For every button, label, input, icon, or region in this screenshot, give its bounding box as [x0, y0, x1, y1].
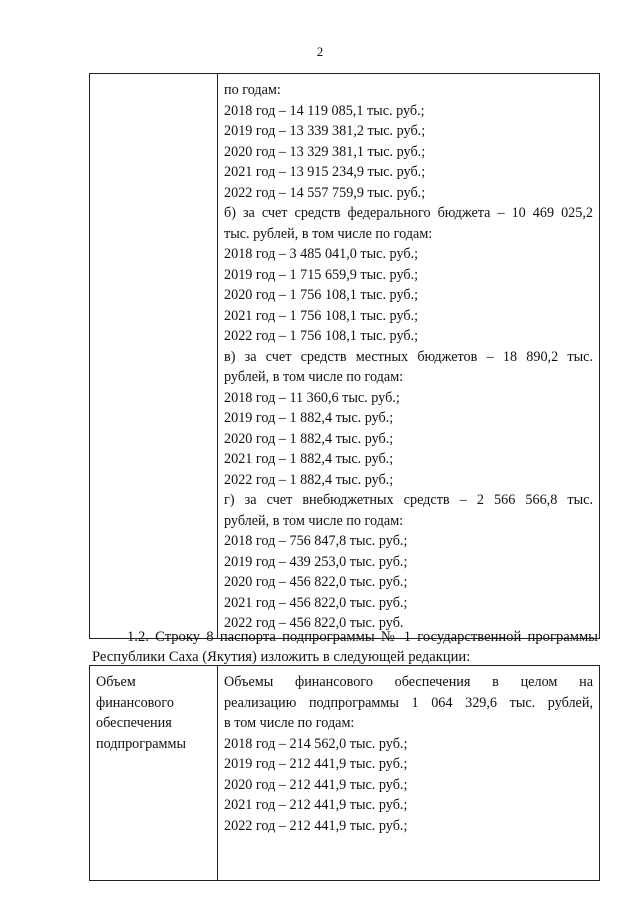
text-line: 2018 год – 214 562,0 тыс. руб.;: [224, 735, 408, 752]
text-line: реализацию подпрограммы 1 064 329,6 тыс. рублей,: [224, 694, 593, 711]
text-line: рублей, в том числе по годам:: [224, 512, 404, 529]
text-line: 2022 год – 14 557 759,9 тыс. руб.;: [224, 184, 426, 201]
text-line: 2019 год – 1 882,4 тыс. руб.;: [224, 410, 394, 426]
text-line: 2019 год – 439 253,0 тыс. руб.;: [224, 553, 408, 570]
label-line: финансового: [96, 694, 174, 711]
text-line: 2020 год – 456 822,0 тыс. руб.;: [224, 574, 408, 590]
text-line: в том числе по годам:: [224, 715, 355, 731]
text-line: в) за счет средств местных бюджетов – 18 890,2 тыс.: [224, 348, 593, 365]
text-line: 2020 год – 212 441,9 тыс. руб.;: [224, 776, 408, 793]
text-line: 2021 год – 13 915 234,9 тыс. руб.;: [224, 164, 426, 180]
text-line: 2018 год – 756 847,8 тыс. руб.;: [224, 533, 408, 549]
label-cell-empty: [90, 74, 218, 639]
text-line: б) за счет средств федерального бюджета – 10 469 025,2: [224, 205, 593, 221]
text-line: 2020 год – 1 756 108,1 тыс. руб.;: [224, 287, 419, 303]
text-line: 2018 год – 3 485 041,0 тыс. руб.;: [224, 246, 419, 262]
paragraph-line: 1.2. Строку 8 паспорта подпрограммы № 1 государственной программы: [127, 629, 598, 645]
text-line: 2021 год – 1 756 108,1 тыс. руб.;: [224, 307, 419, 324]
text-line: 2022 год – 1 882,4 тыс. руб.;: [224, 471, 394, 488]
page-number: 2: [316, 44, 324, 59]
label-line: Объем: [96, 674, 136, 690]
text-line: 2022 год – 456 822,0 тыс. руб.: [224, 615, 404, 631]
text-line: 2021 год – 456 822,0 тыс. руб.;: [224, 594, 408, 611]
value-cell: [218, 666, 600, 881]
text-line: 2019 год – 1 715 659,9 тыс. руб.;: [224, 266, 419, 283]
amendment-paragraph: [92, 627, 598, 667]
text-line: тыс. рублей, в том числе по годам:: [224, 225, 433, 242]
text-line: 2021 год – 212 441,9 тыс. руб.;: [224, 797, 408, 813]
text-line: г) за счет внебюджетных средств – 2 566 566,8 тыс.: [224, 492, 593, 508]
text-line: 2018 год – 14 119 085,1 тыс. руб.;: [224, 102, 425, 119]
text-line: Объемы финансового обеспечения в целом на: [224, 674, 593, 690]
text-line: по годам:: [224, 82, 281, 98]
passport-table-continued: [89, 73, 600, 639]
text-line: 2020 год – 1 882,4 тыс. руб.;: [224, 430, 394, 447]
text-line: рублей, в том числе по годам:: [224, 369, 404, 385]
text-line: 2022 год – 1 756 108,1 тыс. руб.;: [224, 328, 419, 344]
subprogram-funding-table: [89, 665, 600, 881]
text-line: 2020 год – 13 329 381,1 тыс. руб.;: [224, 143, 426, 160]
text-line: 2019 год – 212 441,9 тыс. руб.;: [224, 756, 408, 772]
label-cell: [90, 666, 218, 881]
label-line: подпрограммы: [96, 735, 186, 752]
paragraph-line: Республики Саха (Якутия) изложить в следующей редакции:: [92, 649, 471, 665]
text-line: 2019 год – 13 339 381,2 тыс. руб.;: [224, 123, 426, 139]
label-line: обеспечения: [96, 715, 172, 731]
value-cell: [218, 74, 600, 639]
text-line: 2021 год – 1 882,4 тыс. руб.;: [224, 451, 394, 467]
text-line: 2018 год – 11 360,6 тыс. руб.;: [224, 389, 400, 406]
text-line: 2022 год – 212 441,9 тыс. руб.;: [224, 817, 408, 834]
